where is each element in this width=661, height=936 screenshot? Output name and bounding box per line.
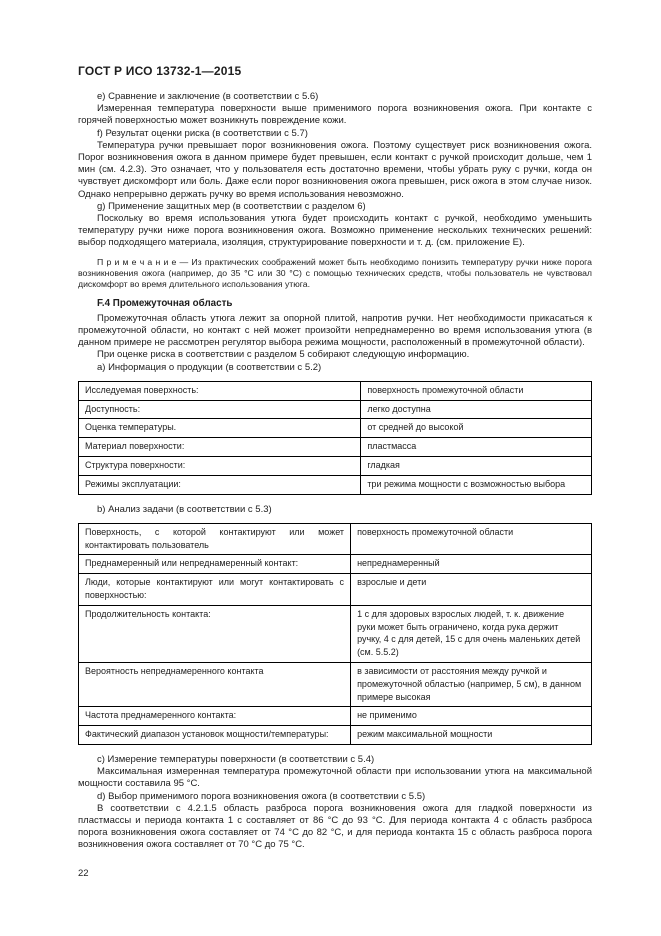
table-row [79, 419, 592, 438]
table-cell-value: взрослые и дети [351, 574, 592, 606]
table-row [79, 707, 592, 726]
paragraph-f4-intro: Промежуточная область утюга лежит за опорной плитой, напротив ручки. Нет необходимости прикасаться к промежуточной области, но контакт с ней может произойти непреднамеренно во время использования утюга (в данном примере не рассмотрен регулятор выбора режима мощности, расположенный в промежуточной области). [78, 312, 592, 349]
paragraph-protective-measures: Поскольку во время использования утюга будет происходить контакт с ручкой, необходимо уменьшить температуру ручки ниже порога возникновения ожога. Возможно применение нескольких технических решений: выбор подходящего материала, изоляция, структурирование поверхности и т. д. (см. приложение Е). [78, 213, 592, 249]
table-cell-value: режим максимальной мощности [351, 726, 592, 745]
table-row [79, 663, 592, 707]
task-analysis-table [78, 523, 592, 745]
table-cell-label: Вероятность непреднамеренного контакта [79, 663, 351, 707]
product-info-table [78, 381, 592, 495]
list-item-c: c) Измерение температуры поверхности (в соответствии с 5.4) [97, 754, 375, 766]
table-row [79, 438, 592, 457]
table-cell-value: в зависимости от расстояния между ручкой и промежуточной областью (например, 5 см), в данном примере высокая [351, 663, 592, 707]
table-cell-label: Режимы эксплуатации: [79, 475, 361, 494]
paragraph-burn-threshold: В соответствии с 4.2.1.5 область разброса порога возникновения ожога для гладкой поверхности из пластмассы и периода контакта 1 с составляет от 86 °С до 93 °С. Для периода контакта 4 с область разброса порога возникновения ожога составляет от 74 °С до 82 °С, и для периода контакта 15 с область разброса порога возникновения ожога составляет от 70 °С до 75 °С. [78, 802, 592, 851]
table-row [79, 381, 592, 400]
table-row [79, 523, 592, 555]
list-item-g: g) Применение защитных мер (в соответствии с разделом 6) [97, 200, 366, 212]
document-title: ГОСТ Р ИСО 13732-1—2015 [78, 64, 242, 78]
table-cell-value: непреднамеренный [351, 555, 592, 574]
table-cell-value: не применимо [351, 707, 592, 726]
table-row [79, 726, 592, 745]
table-cell-value: 1 с для здоровых взрослых людей, т. к. движение руки может быть ограничено, когда рука держит ручку, 4 с для детей, 15 с для очень маленьких детей (см. 5.5.2) [351, 605, 592, 662]
table-cell-label: Преднамеренный или непреднамеренный контакт: [79, 555, 351, 574]
table-cell-value: от средней до высокой [361, 419, 592, 438]
table-row [79, 400, 592, 419]
table-cell-label: Структура поверхности: [79, 457, 361, 476]
table-cell-label: Продолжительность контакта: [79, 605, 351, 662]
note-paragraph: П р и м е ч а н и е — Из практических соображений может быть необходимо понизить температуру ручки ниже порога возникновения ожога (например, до 35 °С или 30 °С) с помощью технических средств, чтобы пользователь не чувствовал дискомфорт во время длительного использования утюга. [78, 256, 592, 290]
table-cell-value: легко доступна [361, 400, 592, 419]
paragraph-measurement: Максимальная измеренная температура промежуточной области при использовании утюга на максимальной мощности составила 95 °С. [78, 766, 592, 790]
table-row [79, 475, 592, 494]
table-cell-value: гладкая [361, 457, 592, 476]
table-cell-label: Частота преднамеренного контакта: [79, 707, 351, 726]
list-item-d: d) Выбор применимого порога возникновения ожога (в соответствии с 5.5) [97, 790, 426, 802]
list-item-a: а) Информация о продукции (в соответствии с 5.2) [97, 361, 322, 373]
table-cell-label: Материал поверхности: [79, 438, 361, 457]
paragraph-comparison: Измеренная температура поверхности выше применимого порога возникновения ожога. При контакте с горячей поверхностью может возникнуть повреждение кожи. [78, 103, 592, 127]
table-row [79, 605, 592, 662]
table-cell-value: поверхность промежуточной области [351, 523, 592, 555]
table-cell-label: Фактический диапазон установок мощности/температуры: [79, 726, 351, 745]
table-cell-value: пластмасса [361, 438, 592, 457]
paragraph-risk-result: Температура ручки превышает порог возникновения ожога. Поэтому существует риск возникновения ожога. Порог возникновения ожога в данном примере будет превышен, если контакт с ручкой происходит дольше, чем 1 мин (см. 4.2.3). Это означает, что у пользователя есть достаточно времени, чтобы убрать руку с ручки, когда он чувствует дискомфорт или боль. Даже если порог возникновения ожога превышен, риск ожога в этом случае низок. Однако непрерывно держать ручку во время использования невозможно. [78, 139, 592, 200]
table-cell-label: Оценка температуры. [79, 419, 361, 438]
table-row [79, 555, 592, 574]
table-cell-label: Поверхность, с которой контактируют или может контактировать пользователь [79, 523, 351, 555]
table-cell-label: Доступность: [79, 400, 361, 419]
table-row [79, 457, 592, 476]
table-cell-label: Люди, которые контактируют или могут контактировать с поверхностью: [79, 574, 351, 606]
list-item-f: f) Результат оценки риска (в соответствии с 5.7) [97, 127, 308, 139]
page-number: 22 [78, 867, 89, 879]
paragraph-f4-collect: При оценке риска в соответствии с разделом 5 собирают следующую информацию. [97, 349, 470, 361]
list-item-e: e) Сравнение и заключение (в соответствии с 5.6) [97, 91, 319, 102]
table-row [79, 574, 592, 606]
table-cell-label: Исследуемая поверхность: [79, 381, 361, 400]
table-cell-value: поверхность промежуточной области [361, 381, 592, 400]
list-item-b: b) Анализ задачи (в соответствии с 5.3) [97, 503, 272, 515]
table-cell-value: три режима мощности с возможностью выбора [361, 475, 592, 494]
section-heading-f4: F.4 Промежуточная область [97, 297, 233, 309]
